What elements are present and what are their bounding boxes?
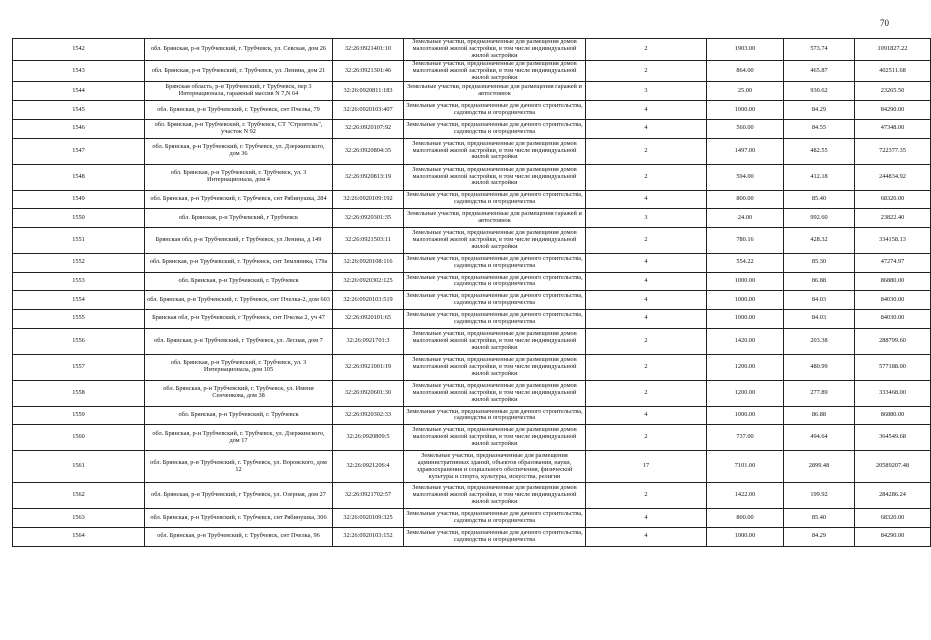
cadastral-number-cell: 32:26:0920107:92 <box>333 119 404 138</box>
cadastral-value-cell: 577188.00 <box>855 354 931 380</box>
row-number-cell: 1558 <box>13 380 145 406</box>
area-cell: 1422.00 <box>707 483 784 509</box>
table-row <box>13 164 931 190</box>
cadastral-value-cell: 284286.24 <box>855 483 931 509</box>
table-row <box>13 380 931 406</box>
permitted-use-cell: Земельные участки, предназначенные для размещения домов малоэтажной жилой застройки, в том числе индивидуальной жилой застройки <box>404 354 586 380</box>
row-number-cell: 1556 <box>13 328 145 354</box>
table-row <box>13 101 931 120</box>
row-number-cell: 1550 <box>13 209 145 228</box>
specific-value-cell: 277.89 <box>784 380 855 406</box>
cadastral-number-cell: 32:26:0920103:152 <box>333 528 404 547</box>
table-row <box>13 82 931 101</box>
cadastral-value-cell: 84030.00 <box>855 309 931 328</box>
cadastral-value-cell: 20589207.48 <box>855 451 931 483</box>
specific-value-cell: 84.29 <box>784 101 855 120</box>
row-number-cell: 1544 <box>13 82 145 101</box>
use-group-cell: 4 <box>586 406 707 425</box>
cadastral-value-cell: 47348.00 <box>855 119 931 138</box>
specific-value-cell: 85.40 <box>784 190 855 209</box>
table-row <box>13 509 931 528</box>
use-group-cell: 3 <box>586 209 707 228</box>
permitted-use-cell: Земельные участки, предназначенные для дачного строительства, садоводства и огородничества <box>404 119 586 138</box>
cadastral-value-cell: 84290.00 <box>855 528 931 547</box>
cadastral-value-cell: 334158.13 <box>855 227 931 253</box>
specific-value-cell: 203.38 <box>784 328 855 354</box>
area-cell: 1000.00 <box>707 101 784 120</box>
use-group-cell: 2 <box>586 425 707 451</box>
row-number-cell: 1549 <box>13 190 145 209</box>
row-number-cell: 1557 <box>13 354 145 380</box>
table-row <box>13 227 931 253</box>
area-cell: 1497.00 <box>707 138 784 164</box>
cadastral-number-cell: 32:26:0921701:3 <box>333 328 404 354</box>
cadastral-number-cell: 32:26:0920301:35 <box>333 209 404 228</box>
address-cell: обл. Брянская, р-н Трубчевский, г Трубчевск, ул. Озерная, дом 27 <box>145 483 333 509</box>
address-cell: Брянская обл, р-н Трубчевский, г Трубчевск, снт Пчелка 2, уч 47 <box>145 309 333 328</box>
specific-value-cell: 84.03 <box>784 309 855 328</box>
row-number-cell: 1560 <box>13 425 145 451</box>
cadastral-number-cell: 32:26:0920108:116 <box>333 253 404 272</box>
area-cell: 1903.00 <box>707 39 784 61</box>
permitted-use-cell: Земельные участки, предназначенные для размещения домов малоэтажной жилой застройки, в том числе индивидуальной жилой застройки <box>404 138 586 164</box>
area-cell: 800.00 <box>707 509 784 528</box>
specific-value-cell: 84.29 <box>784 528 855 547</box>
table-row <box>13 483 931 509</box>
table-row <box>13 528 931 547</box>
permitted-use-cell: Земельные участки, предназначенные для дачного строительства, садоводства и огородничества <box>404 309 586 328</box>
permitted-use-cell: Земельные участки, предназначенные для размещения домов малоэтажной жилой застройки, в том числе индивидуальной жилой застройки <box>404 164 586 190</box>
row-number-cell: 1548 <box>13 164 145 190</box>
use-group-cell: 4 <box>586 528 707 547</box>
use-group-cell: 2 <box>586 380 707 406</box>
use-group-cell: 4 <box>586 291 707 310</box>
table-body <box>13 39 931 547</box>
specific-value-cell: 480.99 <box>784 354 855 380</box>
area-cell: 1000.00 <box>707 528 784 547</box>
table-row <box>13 425 931 451</box>
area-cell: 864.00 <box>707 60 784 82</box>
specific-value-cell: 465.87 <box>784 60 855 82</box>
cadastral-value-cell: 288799.60 <box>855 328 931 354</box>
use-group-cell: 2 <box>586 60 707 82</box>
area-cell: 1000.00 <box>707 309 784 328</box>
cadastral-number-cell: 32:26:0921401:10 <box>333 39 404 61</box>
permitted-use-cell: Земельные участки, предназначенные для размещения домов малоэтажной жилой застройки, в том числе индивидуальной жилой застройки <box>404 227 586 253</box>
cadastral-value-cell: 68320.00 <box>855 509 931 528</box>
cadastral-value-cell: 364549.68 <box>855 425 931 451</box>
address-cell: обл. Брянская, р-н Трубчевский, г. Трубчевск, снт Земляника, 179а <box>145 253 333 272</box>
permitted-use-cell: Земельные участки, предназначенные для дачного строительства, садоводства и огородничества <box>404 253 586 272</box>
specific-value-cell: 2899.48 <box>784 451 855 483</box>
specific-value-cell: 428.32 <box>784 227 855 253</box>
use-group-cell: 2 <box>586 354 707 380</box>
use-group-cell: 3 <box>586 82 707 101</box>
specific-value-cell: 84.55 <box>784 119 855 138</box>
cadastral-number-cell: 32:26:0921503:11 <box>333 227 404 253</box>
table-row <box>13 406 931 425</box>
address-cell: обл. Брянская, р-н Трубчевский, г. Трубчевск <box>145 406 333 425</box>
use-group-cell: 4 <box>586 190 707 209</box>
cadastral-number-cell: 32:26:0921206:4 <box>333 451 404 483</box>
table-row <box>13 451 931 483</box>
cadastral-value-cell: 244834.92 <box>855 164 931 190</box>
address-cell: обл. Брянская, р-н Трубчевский, г. Трубчевск, снт Рябинушка, 306 <box>145 509 333 528</box>
specific-value-cell: 412.18 <box>784 164 855 190</box>
row-number-cell: 1554 <box>13 291 145 310</box>
cadastral-number-cell: 32:26:0920109:325 <box>333 509 404 528</box>
cadastral-number-cell: 32:26:0920813:19 <box>333 164 404 190</box>
area-cell: 780.16 <box>707 227 784 253</box>
use-group-cell: 4 <box>586 272 707 291</box>
address-cell: обл. Брянская, р-н Трубчевский, г. Трубчевск, ул. Ленина, дом 21 <box>145 60 333 82</box>
use-group-cell: 2 <box>586 138 707 164</box>
row-number-cell: 1555 <box>13 309 145 328</box>
area-cell: 554.22 <box>707 253 784 272</box>
area-cell: 594.00 <box>707 164 784 190</box>
table-row <box>13 272 931 291</box>
table-row <box>13 354 931 380</box>
cadastral-number-cell: 32:26:0920103:519 <box>333 291 404 310</box>
row-number-cell: 1563 <box>13 509 145 528</box>
use-group-cell: 17 <box>586 451 707 483</box>
cadastral-number-cell: 32:26:0920601:30 <box>333 380 404 406</box>
permitted-use-cell: Земельные участки, предназначенные для дачного строительства, садоводства и огородничества <box>404 528 586 547</box>
cadastral-number-cell: 32:26:0920103:407 <box>333 101 404 120</box>
page-number: 70 <box>880 18 889 28</box>
permitted-use-cell: Земельные участки, предназначенные для размещения домов малоэтажной жилой застройки, в том числе индивидуальной жилой застройки <box>404 39 586 61</box>
specific-value-cell: 494.64 <box>784 425 855 451</box>
address-cell: обл. Брянская, р-н Трубчевский, г. Трубчевск, ул. 3 Интернационала, дом 4 <box>145 164 333 190</box>
area-cell: 25.00 <box>707 82 784 101</box>
use-group-cell: 4 <box>586 119 707 138</box>
row-number-cell: 1559 <box>13 406 145 425</box>
use-group-cell: 2 <box>586 39 707 61</box>
cadastral-number-cell: 32:26:0921301:46 <box>333 60 404 82</box>
cadastral-value-cell: 68320.00 <box>855 190 931 209</box>
land-registry-table <box>12 38 931 547</box>
permitted-use-cell: Земельные участки, предназначенные для дачного строительства, садоводства и огородничества <box>404 509 586 528</box>
specific-value-cell: 992.60 <box>784 209 855 228</box>
row-number-cell: 1561 <box>13 451 145 483</box>
specific-value-cell: 930.62 <box>784 82 855 101</box>
permitted-use-cell: Земельные участки, предназначенные для дачного строительства, садоводства и огородничества <box>404 101 586 120</box>
permitted-use-cell: Земельные участки, предназначенные для размещения домов малоэтажной жилой застройки, в том числе индивидуальной жилой застройки <box>404 425 586 451</box>
area-cell: 1200.00 <box>707 380 784 406</box>
cadastral-value-cell: 84030.00 <box>855 291 931 310</box>
permitted-use-cell: Земельные участки, предназначенные для дачного строительства, садоводства и огородничества <box>404 406 586 425</box>
area-cell: 737.00 <box>707 425 784 451</box>
row-number-cell: 1564 <box>13 528 145 547</box>
row-number-cell: 1551 <box>13 227 145 253</box>
table-row <box>13 60 931 82</box>
table-row <box>13 309 931 328</box>
area-cell: 1200.00 <box>707 354 784 380</box>
row-number-cell: 1545 <box>13 101 145 120</box>
permitted-use-cell: Земельные участки, предназначенные для размещения гаражей и автостоянок <box>404 82 586 101</box>
cadastral-value-cell: 1091827.22 <box>855 39 931 61</box>
row-number-cell: 1552 <box>13 253 145 272</box>
use-group-cell: 4 <box>586 309 707 328</box>
address-cell: обл. Брянская, р-н Трубчевский, г. Трубчевск, СТ "Строитель", участок N 92 <box>145 119 333 138</box>
table-row <box>13 253 931 272</box>
address-cell: обл. Брянская, р-н Трубчевский, г. Трубчевск, ул. Севская, дом 26 <box>145 39 333 61</box>
use-group-cell: 4 <box>586 101 707 120</box>
table-row <box>13 209 931 228</box>
cadastral-value-cell: 402511.68 <box>855 60 931 82</box>
area-cell: 24.00 <box>707 209 784 228</box>
address-cell: обл. Брянская, р-н Трубчевский, г. Трубчевск, ул. Дзержинского, дом 17 <box>145 425 333 451</box>
address-cell: обл. Брянская, р-н Трубчевский, г. Трубчевск, снт Пчелка, 96 <box>145 528 333 547</box>
table-row <box>13 190 931 209</box>
address-cell: обл. Брянская, р-н Трубчевский, г. Трубчевск, ул. Дзержинского, дом 36 <box>145 138 333 164</box>
permitted-use-cell: Земельные участки, предназначенные для размещения домов малоэтажной жилой застройки, в том числе индивидуальной жилой застройки <box>404 483 586 509</box>
specific-value-cell: 482.55 <box>784 138 855 164</box>
use-group-cell: 4 <box>586 253 707 272</box>
address-cell: обл. Брянская, р-н Трубчевский, г. Трубчевск <box>145 272 333 291</box>
address-cell: обл. Брянская, р-н Трубчевский, г. Трубчевск, ул. Воровского, дом 12 <box>145 451 333 483</box>
cadastral-number-cell: 32:26:0920809:5 <box>333 425 404 451</box>
permitted-use-cell: Земельные участки, предназначенные для размещения домов малоэтажной жилой застройки, в том числе индивидуальной жилой застройки <box>404 328 586 354</box>
address-cell: обл. Брянская, р-н Трубчевский, г. Трубчевск, снт Пчелка, 79 <box>145 101 333 120</box>
area-cell: 1000.00 <box>707 272 784 291</box>
address-cell: обл. Брянская, р-н Трубчевский, г. Трубчевск, снт Рябинушка, 284 <box>145 190 333 209</box>
permitted-use-cell: Земельные участки, предназначенные для дачного строительства, садоводства и огородничества <box>404 272 586 291</box>
specific-value-cell: 86.88 <box>784 272 855 291</box>
cadastral-value-cell: 86880.00 <box>855 406 931 425</box>
use-group-cell: 2 <box>586 164 707 190</box>
row-number-cell: 1546 <box>13 119 145 138</box>
row-number-cell: 1562 <box>13 483 145 509</box>
cadastral-value-cell: 47274.97 <box>855 253 931 272</box>
address-cell: обл. Брянская, р-н Трубчевский, г. Трубчевск, снт Пчелка-2, дом 603 <box>145 291 333 310</box>
address-cell: обл. Брянская, р-н Трубчевский, г Трубчевск, ул. Лесная, дом 7 <box>145 328 333 354</box>
area-cell: 7101.00 <box>707 451 784 483</box>
row-number-cell: 1542 <box>13 39 145 61</box>
address-cell: обл. Брянская, р-н Трубчевский, г. Трубчевск, ул. Имени Сенченкова, дом 38 <box>145 380 333 406</box>
table-row <box>13 138 931 164</box>
cadastral-number-cell: 32:26:0920109:192 <box>333 190 404 209</box>
use-group-cell: 4 <box>586 509 707 528</box>
table-row <box>13 291 931 310</box>
permitted-use-cell: Земельные участки, предназначенные для дачного строительства, садоводства и огородничества <box>404 190 586 209</box>
specific-value-cell: 86.88 <box>784 406 855 425</box>
permitted-use-cell: Земельные участки, предназначенные для дачного строительства, садоводства и огородничества <box>404 291 586 310</box>
row-number-cell: 1547 <box>13 138 145 164</box>
permitted-use-cell: Земельные участки, предназначенные для размещения административных зданий, объектов образования, науки, здравоохранения и социального обеспечения, физической культуры и спорта, культуры, искусства, религии <box>404 451 586 483</box>
address-cell: Брянская обл, р-н Трубчевский, г Трубчевск, ул Ленина, д 149 <box>145 227 333 253</box>
cadastral-value-cell: 86880.00 <box>855 272 931 291</box>
cadastral-value-cell: 23265.50 <box>855 82 931 101</box>
specific-value-cell: 85.40 <box>784 509 855 528</box>
cadastral-value-cell: 722377.35 <box>855 138 931 164</box>
cadastral-number-cell: 32:26:0920811:183 <box>333 82 404 101</box>
address-cell: обл. Брянская, р-н Трубчевский, г Трубчевск <box>145 209 333 228</box>
address-cell: Брянская область, р-н Трубчевский, г Трубчевск, пер 3 Интернационала, гаражный массив N 7,N 64 <box>145 82 333 101</box>
row-number-cell: 1553 <box>13 272 145 291</box>
cadastral-value-cell: 333468.00 <box>855 380 931 406</box>
cadastral-number-cell: 32:26:0920101:65 <box>333 309 404 328</box>
cadastral-number-cell: 32:26:0920302:33 <box>333 406 404 425</box>
permitted-use-cell: Земельные участки, предназначенные для размещения домов малоэтажной жилой застройки, в том числе индивидуальной жилой застройки <box>404 60 586 82</box>
use-group-cell: 2 <box>586 483 707 509</box>
cadastral-number-cell: 32:26:0920302:125 <box>333 272 404 291</box>
area-cell: 1000.00 <box>707 291 784 310</box>
permitted-use-cell: Земельные участки, предназначенные для размещения гаражей и автостоянок <box>404 209 586 228</box>
cadastral-number-cell: 32:26:0920804:35 <box>333 138 404 164</box>
area-cell: 560.00 <box>707 119 784 138</box>
permitted-use-cell: Земельные участки, предназначенные для размещения домов малоэтажной жилой застройки, в том числе индивидуальной жилой застройки <box>404 380 586 406</box>
cadastral-value-cell: 84290.00 <box>855 101 931 120</box>
area-cell: 1420.00 <box>707 328 784 354</box>
address-cell: обл. Брянская, р-н Трубчевский, г. Трубчевск, ул. 3 Интернационала, дом 105 <box>145 354 333 380</box>
specific-value-cell: 84.03 <box>784 291 855 310</box>
specific-value-cell: 573.74 <box>784 39 855 61</box>
cadastral-number-cell: 32:26:0921001:19 <box>333 354 404 380</box>
cadastral-value-cell: 23822.40 <box>855 209 931 228</box>
table-row <box>13 119 931 138</box>
use-group-cell: 2 <box>586 227 707 253</box>
cadastral-number-cell: 32:26:0921702:57 <box>333 483 404 509</box>
table-row <box>13 39 931 61</box>
area-cell: 800.00 <box>707 190 784 209</box>
specific-value-cell: 85.30 <box>784 253 855 272</box>
area-cell: 1000.00 <box>707 406 784 425</box>
row-number-cell: 1543 <box>13 60 145 82</box>
specific-value-cell: 199.92 <box>784 483 855 509</box>
table-row <box>13 328 931 354</box>
use-group-cell: 2 <box>586 328 707 354</box>
